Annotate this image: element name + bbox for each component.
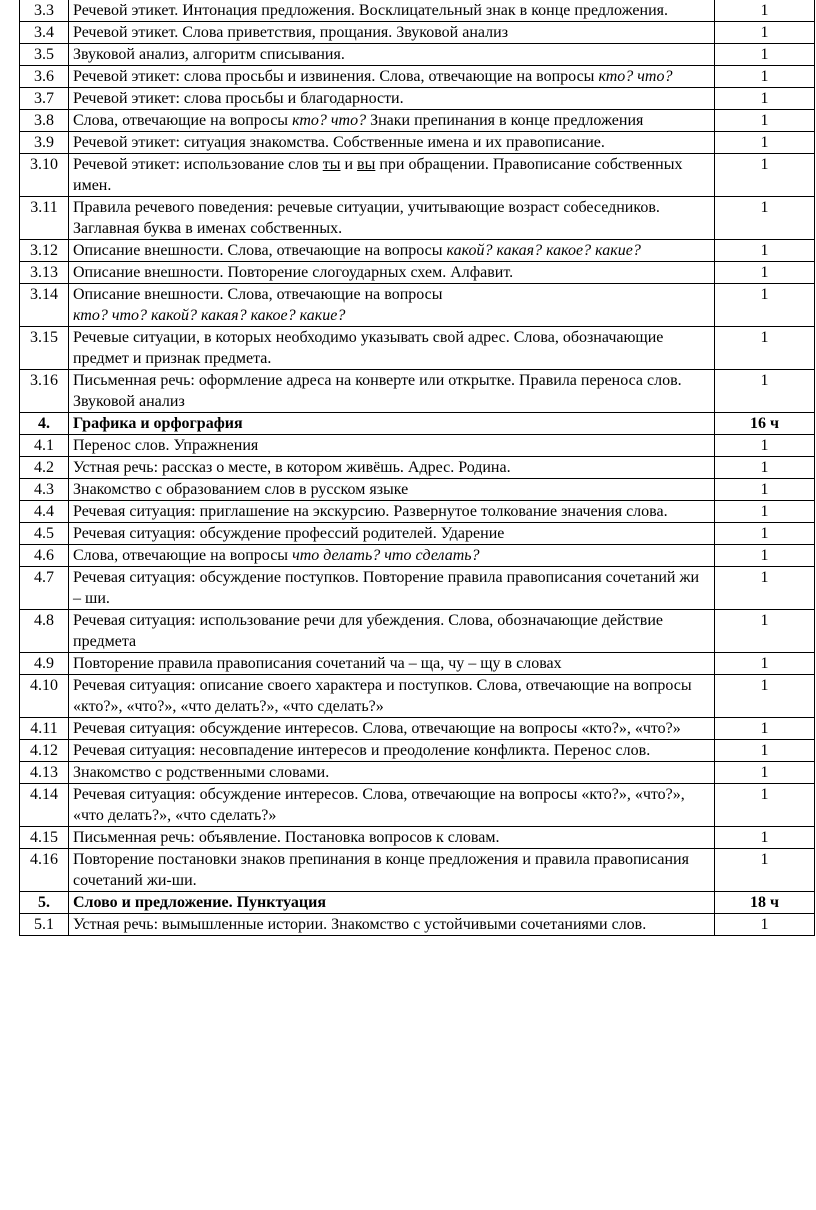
row-topic bbox=[69, 240, 715, 262]
row-hours: 1 bbox=[715, 784, 815, 827]
row-topic bbox=[69, 435, 715, 457]
topic-text: что делать? что сделать? bbox=[292, 547, 480, 564]
topic-text: Речевой этикет: использование слов bbox=[73, 156, 323, 173]
row-number: 3.15 bbox=[20, 327, 69, 370]
row-topic bbox=[69, 523, 715, 545]
row-hours: 1 bbox=[715, 849, 815, 892]
row-hours: 1 bbox=[715, 545, 815, 567]
topic-text: вы bbox=[357, 156, 376, 173]
topic-text: Речевой этикет: слова просьбы и благодарности. bbox=[73, 90, 404, 107]
row-number: 3.12 bbox=[20, 240, 69, 262]
row-hours: 1 bbox=[715, 523, 815, 545]
row-topic bbox=[69, 892, 715, 914]
table-row bbox=[20, 284, 815, 327]
row-hours: 1 bbox=[715, 327, 815, 370]
row-hours: 1 bbox=[715, 610, 815, 653]
lesson-plan-table bbox=[19, 0, 815, 936]
row-hours: 1 bbox=[715, 132, 815, 154]
row-topic bbox=[69, 914, 715, 936]
table-row bbox=[20, 262, 815, 284]
row-number: 4.10 bbox=[20, 675, 69, 718]
table-row bbox=[20, 44, 815, 66]
topic-text: Речевая ситуация: использование речи для убеждения. Слова, обозначающие действие предмета bbox=[73, 612, 663, 650]
topic-text: Речевой этикет. Слова приветствия, прощания. Звуковой анализ bbox=[73, 24, 509, 41]
row-hours: 1 bbox=[715, 0, 815, 22]
row-topic bbox=[69, 262, 715, 284]
row-hours: 1 bbox=[715, 240, 815, 262]
row-topic bbox=[69, 762, 715, 784]
table-row bbox=[20, 762, 815, 784]
row-number: 4. bbox=[20, 413, 69, 435]
row-hours: 1 bbox=[715, 914, 815, 936]
table-row bbox=[20, 523, 815, 545]
row-topic bbox=[69, 22, 715, 44]
row-topic bbox=[69, 567, 715, 610]
row-number: 4.12 bbox=[20, 740, 69, 762]
row-number: 3.7 bbox=[20, 88, 69, 110]
table-row bbox=[20, 240, 815, 262]
row-topic bbox=[69, 610, 715, 653]
table-row bbox=[20, 849, 815, 892]
table-row bbox=[20, 66, 815, 88]
row-number: 4.2 bbox=[20, 457, 69, 479]
row-hours: 16 ч bbox=[715, 413, 815, 435]
table-row bbox=[20, 327, 815, 370]
row-number: 4.13 bbox=[20, 762, 69, 784]
table-row bbox=[20, 567, 815, 610]
table-row bbox=[20, 827, 815, 849]
row-hours: 18 ч bbox=[715, 892, 815, 914]
topic-text: Описание внешности. Повторение слогоударных схем. Алфавит. bbox=[73, 264, 514, 281]
topic-text: Речевая ситуация: приглашение на экскурсию. Развернутое толкование значения слова. bbox=[73, 503, 668, 520]
row-hours: 1 bbox=[715, 110, 815, 132]
row-hours: 1 bbox=[715, 740, 815, 762]
table-row bbox=[20, 675, 815, 718]
row-topic bbox=[69, 327, 715, 370]
topic-text: Устная речь: рассказ о месте, в котором живёшь. Адрес. Родина. bbox=[73, 459, 511, 476]
row-topic bbox=[69, 457, 715, 479]
topic-text: Повторение постановки знаков препинания в конце предложения и правила правописания сочетаний жи-ши. bbox=[73, 851, 689, 889]
row-topic bbox=[69, 110, 715, 132]
topic-text: Слово и предложение. Пунктуация bbox=[73, 894, 327, 911]
row-number: 4.3 bbox=[20, 479, 69, 501]
row-topic bbox=[69, 44, 715, 66]
row-number: 4.7 bbox=[20, 567, 69, 610]
table-row bbox=[20, 914, 815, 936]
row-hours: 1 bbox=[715, 370, 815, 413]
row-topic bbox=[69, 0, 715, 22]
table-row bbox=[20, 197, 815, 240]
table-row bbox=[20, 154, 815, 197]
topic-text: кто? что? bbox=[598, 68, 673, 85]
row-number: 3.8 bbox=[20, 110, 69, 132]
row-topic bbox=[69, 784, 715, 827]
topic-text: Описание внешности. Слова, отвечающие на вопросы bbox=[73, 286, 443, 303]
row-hours: 1 bbox=[715, 718, 815, 740]
topic-text: Речевые ситуации, в которых необходимо указывать свой адрес. Слова, обозначающие предмет и признак предмета. bbox=[73, 329, 664, 367]
topic-text: Описание внешности. Слова, отвечающие на вопросы bbox=[73, 242, 447, 259]
row-hours: 1 bbox=[715, 66, 815, 88]
topic-text: Речевой этикет: слова просьбы и извинения. Слова, отвечающие на вопросы bbox=[73, 68, 599, 85]
topic-text: Слова, отвечающие на вопросы bbox=[73, 112, 293, 129]
topic-text: какой? какая? какое? какие? bbox=[446, 242, 641, 259]
table-row bbox=[20, 110, 815, 132]
topic-text: Речевая ситуация: обсуждение поступков. Повторение правила правописания сочетаний жи – ши. bbox=[73, 569, 700, 607]
topic-text: Письменная речь: объявление. Постановка вопросов к словам. bbox=[73, 829, 500, 846]
topic-text: кто? что? bbox=[292, 112, 367, 129]
row-hours: 1 bbox=[715, 44, 815, 66]
row-topic bbox=[69, 501, 715, 523]
row-topic bbox=[69, 154, 715, 197]
topic-text: Речевая ситуация: описание своего характера и поступков. Слова, отвечающие на вопросы «кто?», «что?», «что делать?», «что сделать?» bbox=[73, 677, 692, 715]
topic-text: Речевой этикет: ситуация знакомства. Собственные имена и их правописание. bbox=[73, 134, 605, 151]
row-hours: 1 bbox=[715, 827, 815, 849]
topic-text: ты bbox=[322, 156, 341, 173]
row-hours: 1 bbox=[715, 154, 815, 197]
row-topic bbox=[69, 740, 715, 762]
row-number: 4.5 bbox=[20, 523, 69, 545]
section-row bbox=[20, 413, 815, 435]
row-topic bbox=[69, 370, 715, 413]
row-topic bbox=[69, 545, 715, 567]
row-number: 4.15 bbox=[20, 827, 69, 849]
row-number: 3.6 bbox=[20, 66, 69, 88]
row-number: 4.9 bbox=[20, 653, 69, 675]
row-hours: 1 bbox=[715, 435, 815, 457]
table-row bbox=[20, 22, 815, 44]
row-number: 4.16 bbox=[20, 849, 69, 892]
topic-text: Речевая ситуация: обсуждение профессий родителей. Ударение bbox=[73, 525, 505, 542]
topic-text: Знакомство с образованием слов в русском языке bbox=[73, 481, 409, 498]
topic-text: Повторение правила правописания сочетаний ча – ща, чу – щу в словах bbox=[73, 655, 562, 672]
row-topic bbox=[69, 718, 715, 740]
topic-text: Устная речь: вымышленные истории. Знакомство с устойчивыми сочетаниями слов. bbox=[73, 916, 647, 933]
table-row bbox=[20, 457, 815, 479]
topic-text: Знакомство с родственными словами. bbox=[73, 764, 330, 781]
topic-text: Звуковой анализ, алгоритм списывания. bbox=[73, 46, 345, 63]
table-row bbox=[20, 435, 815, 457]
topic-text: Правила речевого поведения: речевые ситуации, учитывающие возраст собеседников. Заглавная буква в именах собственных. bbox=[73, 199, 660, 237]
row-topic bbox=[69, 88, 715, 110]
row-hours: 1 bbox=[715, 762, 815, 784]
topic-text: Речевая ситуация: обсуждение интересов. Слова, отвечающие на вопросы «кто?», «что?», «что делать?», «что сделать?» bbox=[73, 786, 685, 824]
table-row bbox=[20, 88, 815, 110]
row-hours: 1 bbox=[715, 675, 815, 718]
table-row bbox=[20, 740, 815, 762]
row-number: 3.13 bbox=[20, 262, 69, 284]
row-hours: 1 bbox=[715, 262, 815, 284]
row-topic bbox=[69, 675, 715, 718]
topic-text: при обращении. Правописание собственных имен. bbox=[73, 156, 683, 194]
row-number: 3.4 bbox=[20, 22, 69, 44]
topic-text: кто? что? какой? какая? какое? какие? bbox=[73, 307, 346, 324]
row-number: 4.4 bbox=[20, 501, 69, 523]
table-row bbox=[20, 132, 815, 154]
table-row bbox=[20, 501, 815, 523]
row-hours: 1 bbox=[715, 88, 815, 110]
row-hours: 1 bbox=[715, 22, 815, 44]
table-row bbox=[20, 0, 815, 22]
row-number: 3.10 bbox=[20, 154, 69, 197]
row-hours: 1 bbox=[715, 479, 815, 501]
row-number: 4.1 bbox=[20, 435, 69, 457]
row-number: 5. bbox=[20, 892, 69, 914]
table-row bbox=[20, 370, 815, 413]
row-topic bbox=[69, 284, 715, 327]
section-row bbox=[20, 892, 815, 914]
row-hours: 1 bbox=[715, 653, 815, 675]
row-hours: 1 bbox=[715, 197, 815, 240]
row-number: 3.11 bbox=[20, 197, 69, 240]
row-number: 5.1 bbox=[20, 914, 69, 936]
row-number: 4.11 bbox=[20, 718, 69, 740]
topic-text: Слова, отвечающие на вопросы bbox=[73, 547, 293, 564]
row-number: 3.16 bbox=[20, 370, 69, 413]
row-number: 3.3 bbox=[20, 0, 69, 22]
row-hours: 1 bbox=[715, 567, 815, 610]
table-row bbox=[20, 479, 815, 501]
row-topic bbox=[69, 413, 715, 435]
table-row bbox=[20, 545, 815, 567]
topic-text: Речевая ситуация: обсуждение интересов. Слова, отвечающие на вопросы «кто?», «что?» bbox=[73, 720, 681, 737]
row-number: 3.14 bbox=[20, 284, 69, 327]
topic-text: Графика и орфография bbox=[73, 415, 243, 432]
row-topic bbox=[69, 132, 715, 154]
table-row bbox=[20, 653, 815, 675]
table-row bbox=[20, 610, 815, 653]
topic-text: Речевой этикет. Интонация предложения. Восклицательный знак в конце предложения. bbox=[73, 2, 668, 19]
row-hours: 1 bbox=[715, 284, 815, 327]
row-topic bbox=[69, 66, 715, 88]
topic-text: Перенос слов. Упражнения bbox=[73, 437, 259, 454]
table-row bbox=[20, 784, 815, 827]
row-number: 3.5 bbox=[20, 44, 69, 66]
row-number: 4.6 bbox=[20, 545, 69, 567]
row-number: 4.14 bbox=[20, 784, 69, 827]
topic-text: и bbox=[340, 156, 358, 173]
row-topic bbox=[69, 197, 715, 240]
row-hours: 1 bbox=[715, 457, 815, 479]
table-body bbox=[20, 0, 815, 936]
topic-text: Письменная речь: оформление адреса на конверте или открытке. Правила переноса слов. Звуковой анализ bbox=[73, 372, 682, 410]
row-hours: 1 bbox=[715, 501, 815, 523]
row-topic bbox=[69, 849, 715, 892]
topic-text: Знаки препинания в конце предложения bbox=[366, 112, 644, 129]
row-number: 4.8 bbox=[20, 610, 69, 653]
row-topic bbox=[69, 479, 715, 501]
topic-text: Речевая ситуация: несовпадение интересов и преодоление конфликта. Перенос слов. bbox=[73, 742, 651, 759]
row-topic bbox=[69, 653, 715, 675]
row-number: 3.9 bbox=[20, 132, 69, 154]
table-row bbox=[20, 718, 815, 740]
row-topic bbox=[69, 827, 715, 849]
